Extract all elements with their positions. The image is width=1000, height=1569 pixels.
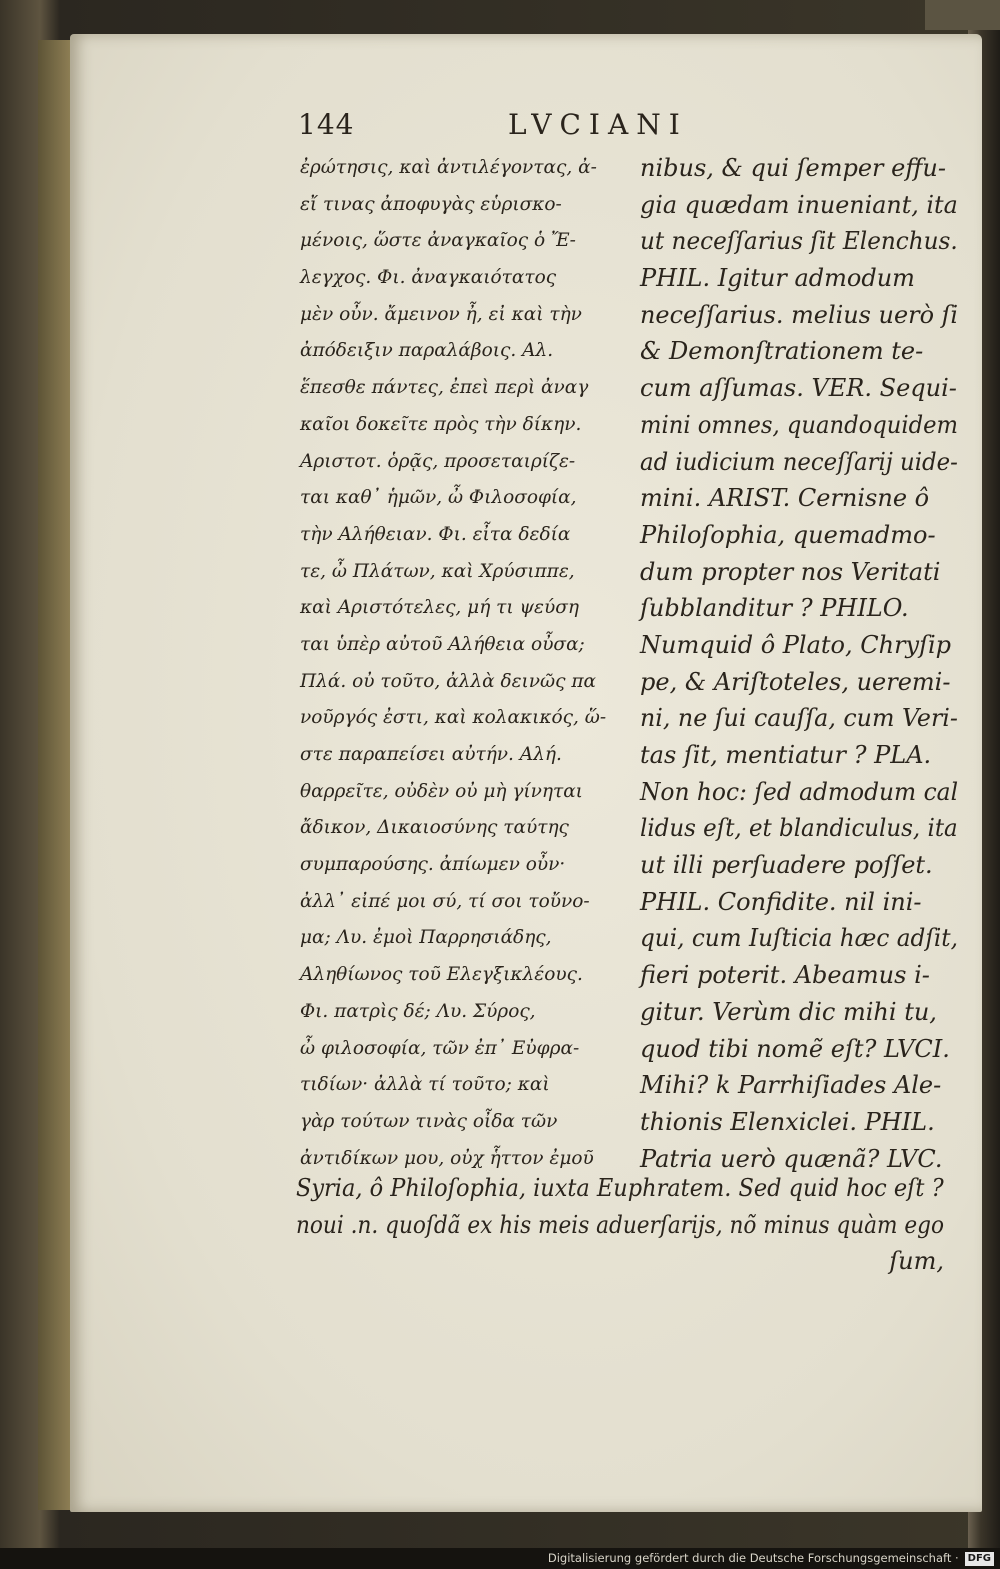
text-line: γὰρ τούτων τινὰς οἶδα τῶν	[300, 1110, 558, 1132]
text-line: mini omnes, quandoquidem	[640, 410, 958, 439]
text-line: ut neceſſarius ſit Elenchus.	[640, 227, 958, 256]
text-line: tas ſit, mentiatur ? PLA.	[640, 741, 932, 769]
text-line: μα; Λυ. ἐμοὶ Παρρησιάδης,	[300, 927, 552, 949]
text-line: ἄδικον, Δικαιοσύνης ταύτης	[300, 817, 569, 839]
text-line: cum aſſumas. VER. Sequi-	[640, 374, 957, 403]
text-line: Αληθίωνος τοῦ Ελεγξικλέους.	[300, 964, 583, 986]
text-line: τιδίων· ἀλλὰ τί τοῦτο; καὶ	[300, 1074, 550, 1096]
text-line: νοῦργός ἐστι, καὶ κολακικός, ὥ-	[300, 707, 607, 729]
greek-text-column	[300, 150, 628, 1177]
text-line: μὲν οὖν. ἄμεινον ἦ, εἰ καὶ τὴν	[300, 303, 582, 325]
book-cover-corner	[925, 0, 1000, 30]
text-line: gitur. Verùm dic mihi tu,	[640, 997, 937, 1026]
page-header	[298, 108, 738, 148]
text-line: gia quædam inueniant, ita	[640, 190, 958, 219]
text-line: τε, ὦ Πλάτων, καὶ Χρύσιππε,	[300, 560, 575, 582]
text-line: Πλά. οὐ τοῦτο, ἀλλὰ δεινῶς πα	[300, 670, 596, 692]
text-line: ἀντιδίκων μου, οὐχ ἧττον ἐμοῦ	[300, 1147, 594, 1169]
text-line: ὦ φιλοσοφία, τῶν ἐπ᾽ Εὐφρα-	[300, 1037, 580, 1059]
text-line: εἴ τινας ἀποφυγὰς εὑρισκο-	[300, 193, 562, 215]
text-line: συμπαρούσης. ἀπίωμεν οὖν·	[300, 854, 566, 876]
text-line: μένοις, ὥστε ἀναγκαῖος ὁ Ἔ-	[300, 230, 576, 252]
text-line: Patria uerò quænã? LVC.	[640, 1144, 943, 1173]
text-line: ut illi perſuadere poſſet.	[640, 851, 933, 880]
footer-credit: Digitalisierung gefördert durch die Deutsche Forschungsgemeinschaft ·	[547, 1551, 959, 1565]
text-line: dum propter nos Veritati	[640, 557, 941, 586]
text-line: Non hoc: ſed admodum cal	[640, 777, 959, 806]
text-line: PHIL. Confidite. nil ini-	[640, 887, 922, 916]
text-line: qui, cum Iuſticia hæc adſit,	[640, 924, 958, 953]
text-line: thionis Elenxiclei. PHIL.	[640, 1107, 935, 1136]
text-line: quod tibi nomẽ eſt? LVCI.	[640, 1034, 950, 1063]
text-line: ται καθ᾽ ἡμῶν, ὦ Φιλοσοφία,	[300, 487, 577, 509]
text-line: PHIL. Igitur admodum	[640, 264, 915, 293]
text-line: fieri poterit. Abeamus i-	[640, 961, 930, 990]
text-line: ἐρώτησις, καὶ ἀντιλέγοντας, ἀ-	[300, 157, 597, 178]
full-width-latin-text	[296, 1170, 946, 1280]
text-line: καῖοι δοκεῖτε πρὸς τὴν δίκην.	[300, 413, 582, 435]
text-line: λεγχος. Φι. ἀναγκαιότατος	[300, 267, 557, 289]
text-line: Φι. πατρὶς δέ; Λυ. Σύρος,	[300, 1000, 536, 1022]
text-line: ni, ne ſui cauſſa, cum Veri-	[640, 704, 958, 733]
text-line: καὶ Αριστότελες, μή τι ψεύση	[300, 597, 579, 619]
text-line: ἀλλ᾽ εἰπέ μοι σύ, τί σοι τοὔνο-	[300, 890, 590, 912]
text-line: mini. ARIST. Cernisne ô	[640, 484, 930, 513]
text-line: ad iudicium neceſſarij uide-	[640, 447, 958, 476]
text-line: lidus eſt, et blandiculus, ita	[640, 814, 958, 843]
text-line: ſum,	[889, 1247, 944, 1276]
text-line: Mihi? k Parrhiſiades Ale-	[640, 1071, 942, 1100]
text-line: pe, & Ariſtoteles, ueremi-	[640, 667, 951, 696]
dfg-logo: DFG	[965, 1552, 994, 1566]
text-line: noui .n. quoſdã ex his meis aduerſarijs, nõ minus quàm ego	[296, 1210, 945, 1239]
text-line: neceſſarius. melius uerò ſi	[640, 300, 959, 329]
text-line: τὴν Αλήθειαν. Φι. εἶτα δεδία	[300, 523, 571, 545]
running-title: LVCIANI	[508, 108, 688, 141]
text-line: & Demonſtrationem te-	[640, 337, 924, 366]
text-line: στε παραπείσει αὐτήν. Αλή.	[300, 744, 562, 765]
text-line: ἕπεσθε πάντες, ἐπεὶ περὶ ἀναγ	[300, 377, 589, 399]
text-line: ἀπόδειξιν παραλάβοις. Αλ.	[300, 340, 554, 362]
text-line: Syria, ô Philoſophia, iuxta Euphratem. Sed quid hoc eſt ?	[296, 1174, 944, 1202]
text-line: nibus, & qui ſemper effu-	[640, 154, 946, 182]
digitization-footer	[0, 1548, 1000, 1569]
text-line: ται ὑπὲρ αὐτοῦ Αλήθεια οὖσα;	[300, 633, 585, 655]
text-line: θαρρεῖτε, οὐδὲν οὐ μὴ γίνηται	[300, 780, 583, 802]
text-line: Numquid ô Plato, Chryſip	[640, 630, 952, 659]
latin-text-column	[640, 150, 960, 1177]
page-number: 144	[298, 108, 355, 141]
text-line: Philoſophia, quemadmo-	[640, 520, 936, 549]
text-line: Αριστοτ. ὁρᾷς, προσεταιρίζε-	[300, 450, 576, 472]
text-line: ſubblanditur ? PHILO.	[640, 594, 909, 623]
